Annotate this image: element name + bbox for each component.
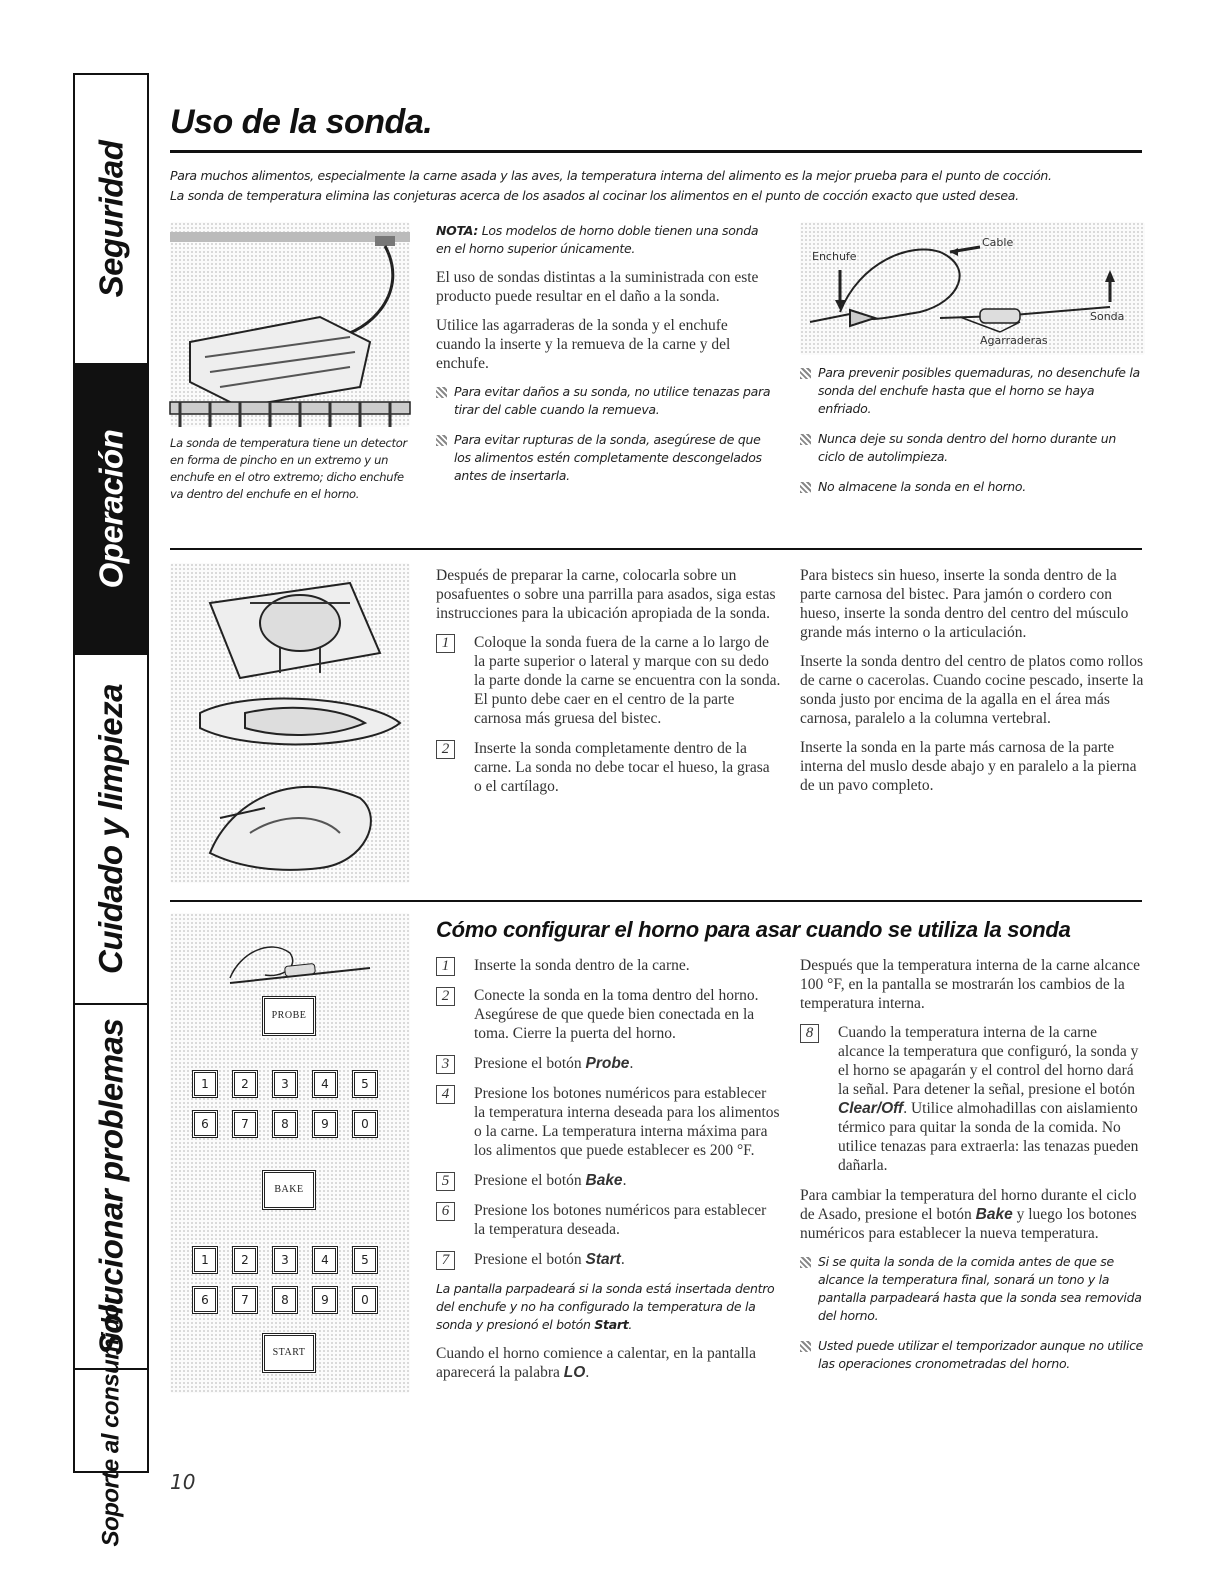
step-number: 5 — [436, 1172, 455, 1191]
number-key[interactable]: 2 — [232, 1070, 258, 1098]
paragraph-text: Cuando el horno comience a calentar, en la pantalla aparecerá la palabra — [436, 1345, 756, 1381]
button-name: Bake — [585, 1172, 623, 1189]
bullet: Para prevenir posibles quemaduras, no desenchufe la sonda del enchufe hasta que el horno se haya enfriado. — [800, 364, 1145, 418]
bullet: No almacene la sonda en el horno. — [800, 478, 1145, 496]
bake-key[interactable]: BAKE — [262, 1170, 316, 1210]
number-key[interactable]: 3 — [272, 1246, 298, 1274]
number-key[interactable]: 7 — [232, 1110, 258, 1138]
number-key[interactable]: 5 — [352, 1070, 378, 1098]
step-number: 2 — [436, 740, 455, 759]
step — [436, 986, 781, 1043]
note — [436, 222, 776, 258]
step-text: Inserte la sonda completamente dentro de la carne. La sonda no debe tocar el hueso, la grasa o el cartílago. — [474, 740, 770, 795]
paragraph — [436, 1344, 781, 1382]
tab-label: Solucionar problemas — [92, 1018, 129, 1355]
probe-placement-illustration — [170, 563, 410, 883]
number-key[interactable]: 2 — [232, 1246, 258, 1274]
note-label: NOTA: — [436, 223, 479, 238]
paragraph — [800, 1186, 1145, 1243]
step-text-end: . — [622, 1172, 627, 1189]
step-text: Presione el botón — [474, 1172, 586, 1189]
setup-steps-column — [436, 956, 781, 1392]
section-divider — [170, 900, 1142, 902]
tab-label: Operación — [92, 429, 129, 589]
step-number: 1 — [436, 634, 455, 653]
tab-cuidado-y-limpieza[interactable] — [75, 655, 147, 1005]
paragraph: Utilice las agarraderas de la sonda y el enchufe cuando la inserte y la remueva de la carne y del enchufe. — [436, 317, 731, 372]
number-key[interactable]: 6 — [192, 1110, 218, 1138]
tab-soporte-al-consumidor[interactable] — [75, 1295, 147, 1546]
step-number: 4 — [436, 1085, 455, 1104]
label-sonda: Sonda — [1090, 310, 1125, 323]
header-divider — [170, 150, 1142, 153]
step-text-end: . Utilice almohadillas con aislamiento térmico para quitar la sonda de la comida. No utilice tenazas para extraerla: las tenazas pueden dañarla. — [838, 1100, 1139, 1174]
step-text-end: . — [620, 1251, 625, 1268]
start-key[interactable]: START — [262, 1333, 316, 1373]
number-key[interactable]: 5 — [352, 1246, 378, 1274]
number-key[interactable]: 7 — [232, 1286, 258, 1314]
number-key[interactable]: 8 — [272, 1110, 298, 1138]
step — [436, 739, 781, 796]
probe-parts-diagram — [800, 222, 1145, 355]
step-number: 2 — [436, 987, 455, 1006]
step — [436, 1171, 781, 1190]
step-text: Inserte la sonda dentro de la carne. — [474, 957, 690, 974]
display-note — [436, 1280, 781, 1334]
paragraph: Inserte la sonda dentro del centro de platos como rollos de carne o cacerolas. Cuando cocine pescado, inserte la sonda justo por encima de la agalla en el área más carnosa, paralelo a la columna vertebral. — [800, 653, 1144, 727]
button-name: Probe — [585, 1055, 630, 1072]
step-text: Presione los botones numéricos para establecer la temperatura interna deseada para los alimentos o la carne. La temperatura interna máxima para los alimentos que puede establecer es 200 °F. — [474, 1085, 780, 1159]
label-enchufe: Enchufe — [812, 250, 857, 263]
section-title: Cómo configurar el horno para asar cuando se utiliza la sonda — [436, 917, 1071, 942]
note-text-end: . — [628, 1317, 633, 1332]
number-key[interactable]: 0 — [352, 1110, 378, 1138]
step — [436, 956, 781, 975]
button-name: Bake — [975, 1206, 1013, 1223]
tab-operacion[interactable] — [75, 365, 147, 655]
step-number: 3 — [436, 1055, 455, 1074]
intro-text — [170, 166, 1145, 206]
tab-label: Seguridad — [92, 140, 130, 298]
probe-warnings-column — [800, 364, 1145, 508]
control-panel-illustration — [170, 913, 410, 1393]
number-key[interactable]: 3 — [272, 1070, 298, 1098]
paragraph: Inserte la sonda en la parte más carnosa de la parte interna del muslo desde abajo y en paralelo a la pierna de un pavo completo. — [800, 739, 1137, 794]
number-key[interactable]: 6 — [192, 1286, 218, 1314]
paragraph: Después de preparar la carne, colocarla sobre un posafuentes o sobre una parrilla para asados, siga estas instrucciones para la ubicación apropiada de la sonda. — [436, 567, 776, 622]
tab-label: Cuidado y limpieza — [92, 684, 130, 974]
step-text: Presione los botones numéricos para establecer la temperatura deseada. — [474, 1202, 767, 1238]
probe-in-roast-illustration — [170, 222, 410, 427]
number-key[interactable]: 4 — [312, 1246, 338, 1274]
bullet: Nunca deje su sonda dentro del horno durante un ciclo de autolimpieza. — [800, 430, 1145, 466]
bullet: Usted puede utilizar el temporizador aunque no utilice las operaciones cronometradas del horno. — [800, 1337, 1145, 1373]
number-key[interactable]: 1 — [192, 1246, 218, 1274]
page-number: 10 — [170, 1470, 196, 1494]
probe-key[interactable]: PROBE — [262, 996, 316, 1036]
paragraph-end: . — [585, 1364, 590, 1381]
number-key[interactable]: 0 — [352, 1286, 378, 1314]
intro-line-2: La sonda de temperatura elimina las conjeturas acerca de los asados al cocinar los alimentos en el punto de cocción exacto que usted desea. — [170, 188, 1019, 203]
step — [436, 633, 781, 728]
step — [800, 1023, 1145, 1175]
paragraph-text: Para cambiar la temperatura del horno durante el ciclo de Asado, presione el botón — [800, 1187, 1137, 1223]
section-tab-bar — [73, 73, 149, 1546]
step-text: Conecte la sonda en la toma dentro del horno. Asegúrese de que quede bien conectada en la toma. Cierre la puerta del horno. — [474, 987, 759, 1042]
probe-caption: La sonda de temperatura tiene un detector en forma de pincho en un extremo y un enchufe en el otro extremo; dicho enchufe va dentro del enchufe en el horno. — [170, 436, 407, 501]
number-key[interactable]: 8 — [272, 1286, 298, 1314]
step-number: 6 — [436, 1202, 455, 1221]
paragraph: El uso de sondas distintas a la suministrada con este producto puede resultar en el daño a la sonda. — [436, 269, 759, 305]
paragraph: Después que la temperatura interna de la carne alcance 100 °F, en la pantalla se mostrarán los cambios de la temperatura interna. — [800, 957, 1140, 1012]
step — [436, 1250, 781, 1269]
intro-line-1: Para muchos alimentos, especialmente la carne asada y las aves, la temperatura interna del alimento es la mejor prueba para el punto de cocción. — [170, 168, 1052, 183]
number-key[interactable]: 9 — [312, 1110, 338, 1138]
setup-tips-column — [800, 956, 1145, 1385]
note-text: Los modelos de horno doble tienen una sonda en el horno superior únicamente. — [436, 223, 759, 256]
bullet: Para evitar rupturas de la sonda, asegúrese de que los alimentos estén completamente descongelados antes de insertarla. — [436, 431, 776, 485]
placement-tips-column — [800, 566, 1145, 805]
probe-notes-column — [436, 222, 776, 497]
number-key[interactable]: 1 — [192, 1070, 218, 1098]
section-divider — [170, 548, 1142, 550]
step-number: 1 — [436, 957, 455, 976]
step-text: Coloque la sonda fuera de la carne a lo largo de la parte superior o lateral y marque con su dedo la parte donde la carne se encuentra con la sonda. El punto debe caer en el centro de la parte carnosa más gruesa del bistec. — [474, 634, 781, 727]
button-name: Clear/Off — [838, 1100, 904, 1117]
step — [436, 1084, 781, 1160]
bullet: Para evitar daños a su sonda, no utilice tenazas para tirar del cable cuando la remueva. — [436, 383, 776, 419]
label-agarraderas: Agarraderas — [980, 334, 1048, 347]
display-word: LO — [563, 1364, 586, 1381]
step-number: 7 — [436, 1251, 455, 1270]
step — [436, 1201, 781, 1239]
step-text: Presione el botón — [474, 1251, 586, 1268]
button-name: Start — [594, 1317, 629, 1332]
step — [436, 1054, 781, 1073]
paragraph: Para bistecs sin hueso, inserte la sonda dentro de la parte carnosa del bistec. Para jamón o cordero con hueso, inserte la sonda dentro del centro del músculo grande más interno o la articulación. — [800, 567, 1129, 641]
step-number: 8 — [800, 1024, 819, 1043]
page-title: Uso de la sonda. — [170, 103, 433, 141]
step-text: Cuando la temperatura interna de la carne alcance la temperatura que configuró, la sonda y el horno se apagarán y el control del horno dará la señal. Para detener la señal, presione el botón — [838, 1024, 1139, 1098]
note-text: La pantalla parpadeará si la sonda está insertada dentro del enchufe y no ha configurado la temperatura de la sonda y presionó el botón — [436, 1281, 775, 1332]
step-text-end: . — [629, 1055, 634, 1072]
number-key[interactable]: 4 — [312, 1070, 338, 1098]
bullet: Si se quita la sonda de la comida antes de que se alcance la temperatura final, sonará un tono y la pantalla parpadeará hasta que la sonda sea removida del horno. — [800, 1253, 1145, 1325]
number-key[interactable]: 9 — [312, 1286, 338, 1314]
label-cable: Cable — [982, 236, 1014, 249]
placement-steps-column — [436, 566, 781, 807]
tab-seguridad[interactable] — [75, 75, 147, 365]
paragraph-end: y luego los botones numéricos para establecer la nueva temperatura. — [800, 1206, 1137, 1242]
tab-label: Soporte al consumidor — [97, 1295, 124, 1546]
button-name: Start — [585, 1251, 621, 1268]
step-text: Presione el botón — [474, 1055, 586, 1072]
